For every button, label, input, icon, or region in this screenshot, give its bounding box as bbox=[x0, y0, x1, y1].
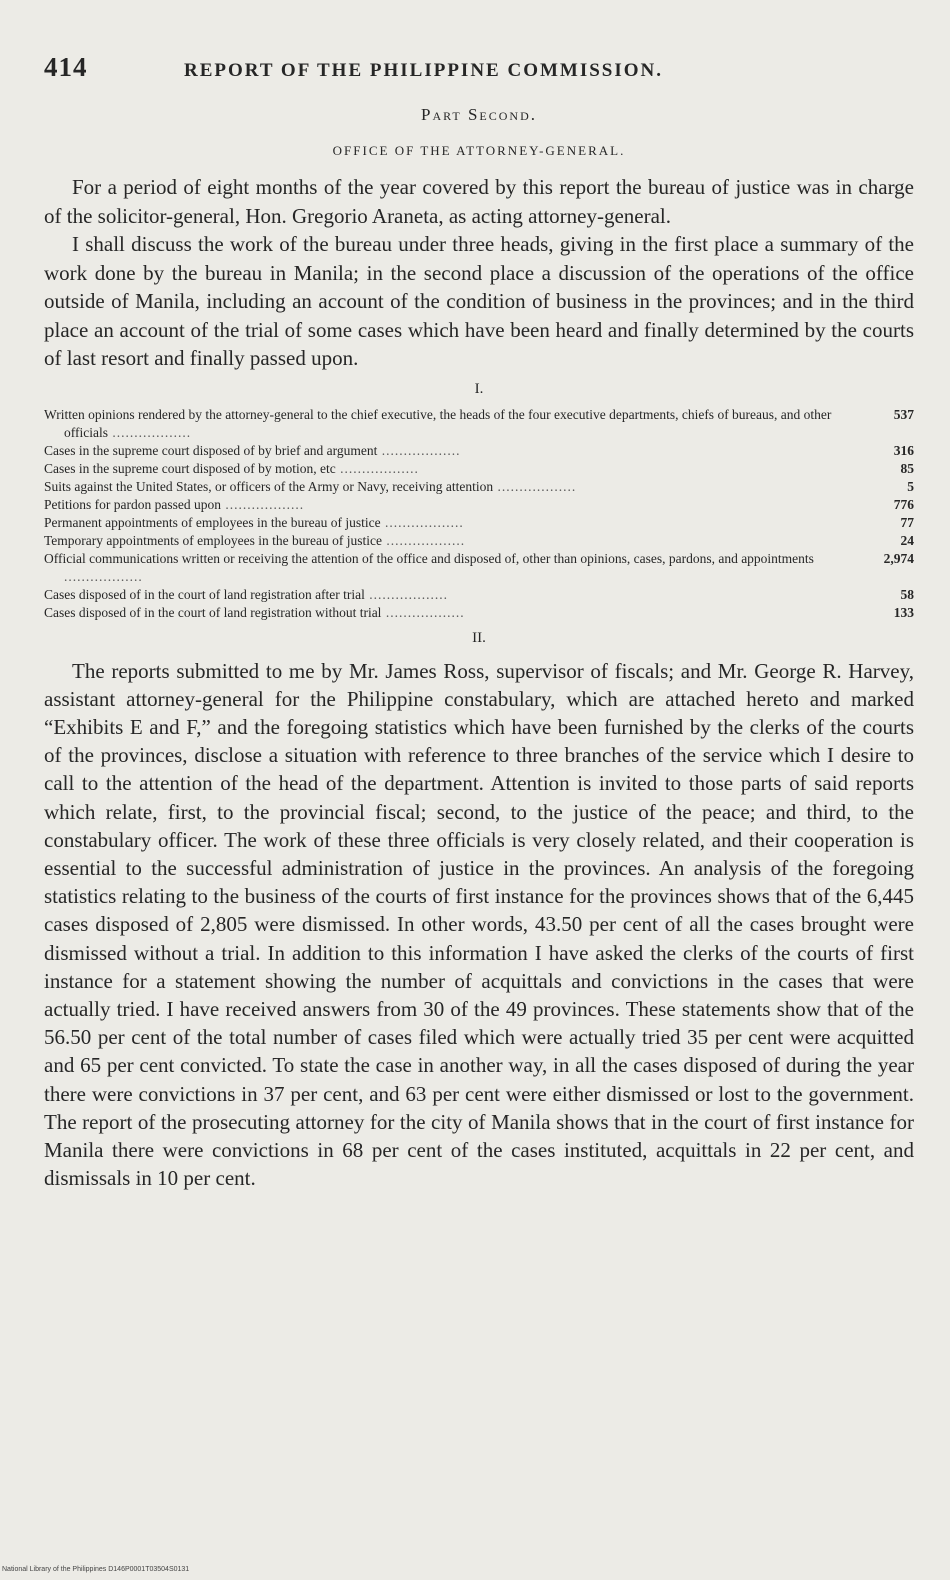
stat-label: Cases in the supreme court disposed of by brief and argument .................. bbox=[44, 442, 461, 458]
stat-row bbox=[44, 514, 914, 532]
stat-row bbox=[44, 532, 914, 550]
section-two-paragraph: The reports submitted to me by Mr. James Ross, supervisor of fiscals; and Mr. George R. Harvey, assistant attorney-general for the Philippine constabulary, which are attached hereto and marked “Exhibits E and F,” and the foregoing statistics which have been furnished by the clerks of the courts of the provinces, disclose a situation with reference to three branches of the service which I desire to call to the attention of the head of the department. Attention is invited to those parts of said reports which relate, first, to the provincial fiscal; second, to the justice of the peace; and third, to the constabulary officer. The work of these three officials is very closely related, and their cooperation is essential to the successful administration of justice in the provinces. An analysis of the foregoing statistics relating to the business of the courts of first instance for the provinces shows that of the 6,445 cases disposed of 2,805 were dismissed. In other words, 43.50 per cent of all the cases brought were dismissed without a trial. In addition to this information I have asked the clerks of the courts of first instance for a statement showing the number of acquittals and convictions in the cases that were actually tried. I have received answers from 30 of the 49 provinces. These statements show that of the 56.50 per cent of the total number of cases filed which were actually tried 35 per cent were acquitted and 65 per cent convicted. To state the case in another way, in all the cases disposed of during the year there were convictions in 37 per cent, and 63 per cent were either dismissed or lost to the government. The report of the prosecuting attorney for the city of Manila shows that in the court of first instance for Manila there were convictions in 68 per cent of the cases instituted, acquittals in 22 per cent, and dismissals in 10 per cent. bbox=[44, 658, 914, 1191]
stat-value: 537 bbox=[893, 406, 914, 422]
stat-label: Permanent appointments of employees in the bureau of justice .................. bbox=[44, 514, 464, 530]
stat-row bbox=[44, 604, 914, 622]
stat-label: Petitions for pardon passed upon .................. bbox=[44, 496, 305, 512]
stat-value: 776 bbox=[893, 496, 914, 512]
stat-label: Suits against the United States, or officers of the Army or Navy, receiving attention .................. bbox=[44, 478, 577, 494]
stat-row bbox=[44, 460, 914, 478]
stat-label: Written opinions rendered by the attorney-general to the chief executive, the heads of the four executive departments, chiefs of bureaus, and other officials .................. bbox=[44, 406, 832, 440]
stat-value: 58 bbox=[900, 586, 914, 602]
stat-label: Cases in the supreme court disposed of by motion, etc .................. bbox=[44, 460, 419, 476]
stat-row bbox=[44, 586, 914, 604]
document-page bbox=[44, 52, 914, 1192]
stat-value: 77 bbox=[900, 514, 914, 530]
stat-value: 85 bbox=[900, 460, 914, 476]
office-title: OFFICE OF THE ATTORNEY-GENERAL. bbox=[332, 143, 626, 158]
statistics-list bbox=[44, 406, 914, 622]
running-head: REPORT OF THE PHILIPPINE COMMISSION. bbox=[184, 60, 664, 81]
stat-value: 316 bbox=[893, 442, 914, 458]
stat-value: 24 bbox=[900, 532, 914, 548]
page-header bbox=[44, 52, 914, 83]
stat-value: 5 bbox=[907, 478, 914, 494]
section-two-numeral: II. bbox=[472, 629, 486, 646]
stat-row bbox=[44, 406, 914, 442]
page-number: 414 bbox=[44, 52, 88, 82]
stat-row bbox=[44, 478, 914, 496]
stat-value: 2,974 bbox=[883, 550, 914, 566]
stat-label: Cases disposed of in the court of land registration without trial .................. bbox=[44, 604, 465, 620]
stat-row bbox=[44, 442, 914, 460]
stat-label: Official communications written or receiving the attention of the office and disposed of, other than opinions, cases, pardons, and appointments .................. bbox=[44, 550, 814, 584]
stat-value: 133 bbox=[893, 604, 914, 620]
part-title: Part Second. bbox=[420, 105, 538, 124]
stat-row bbox=[44, 550, 914, 586]
stat-row bbox=[44, 496, 914, 514]
section-one-numeral: I. bbox=[474, 380, 484, 397]
library-footer: National Library of the Philippines D146P0001T03504S0131 bbox=[2, 1566, 190, 1573]
intro-paragraph-1: For a period of eight months of the year covered by this report the bureau of justice was in charge of the solicitor-general, Hon. Gregorio Araneta, as acting attorney-general. bbox=[44, 175, 914, 228]
stat-label: Cases disposed of in the court of land registration after trial .................. bbox=[44, 586, 449, 602]
stat-label: Temporary appointments of employees in the bureau of justice .................. bbox=[44, 532, 466, 548]
intro-paragraph-2: I shall discuss the work of the bureau under three heads, giving in the first place a summary of the work done by the bureau in Manila; in the second place a discussion of the operations of the office outside of Manila, including an account of the condition of business in the provinces; and in the third place an account of the trial of some cases which have been heard and finally determined by the courts of last resort and finally passed upon. bbox=[44, 232, 914, 370]
